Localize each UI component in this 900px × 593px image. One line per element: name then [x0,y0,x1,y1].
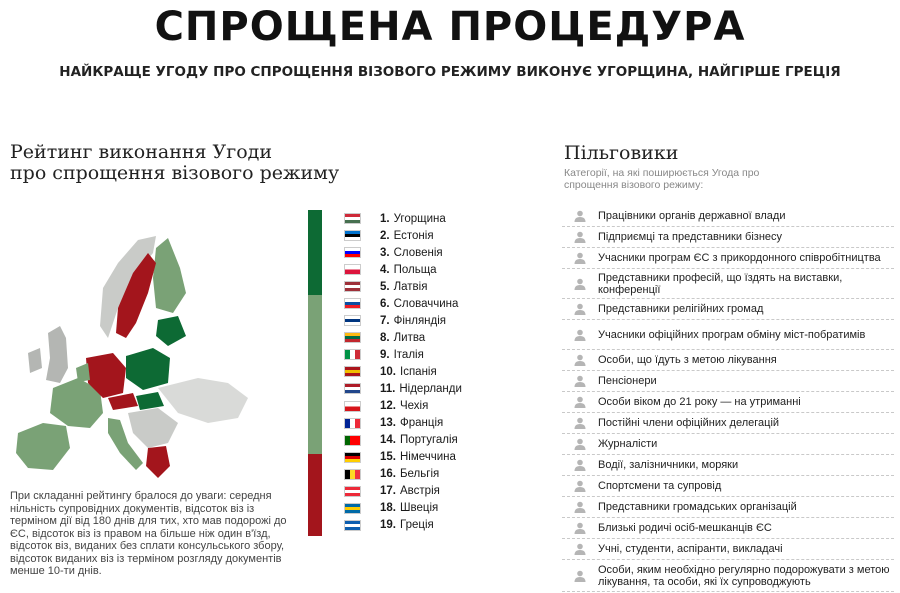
rank-row [344,380,544,397]
beneficiary-label: Особи, яким необхідно регулярно подорожувати з метою лікування, та особи, які їх супроводжують [598,563,890,588]
rank-number: 9. [380,348,390,361]
beneficiary-label: Працівники органів державної влади [598,210,786,222]
rank-number: 8. [380,331,390,344]
rank-country: Фінляндія [393,314,447,327]
flag-icon [344,383,361,394]
beneficiary-label: Учасники офіційних програм обміну міст-побратимів [598,328,866,341]
beneficiary-label: Представники релігійних громад [598,303,764,315]
rank-country: Іспанія [400,365,437,378]
beneficiary-item [562,560,894,592]
beneficiary-label: Особи, що їдуть з метою лікування [598,354,777,366]
beneficiary-label: Водії, залізничники, моряки [598,459,739,471]
rank-country: Польща [393,263,437,276]
page-subtitle: НАЙКРАЩЕ УГОДУ ПРО СПРОЩЕННЯ ВІЗОВОГО РЕЖИМУ ВИКОНУЄ УГОРЩИНА, НАЙГІРШЕ ГРЕЦІЯ [59,64,841,80]
europe-map [8,208,308,493]
rank-number: 6. [380,297,390,310]
beneficiary-item [562,413,894,434]
beneficiary-label: Представники професій, що їздять на виставки, конференції [598,271,843,296]
flag-icon [344,298,361,309]
rank-number: 18. [380,502,396,515]
rank-country: Франція [400,417,444,430]
rank-country: Угорщина [393,212,446,225]
map-land-grey-east [158,378,248,423]
rank-country: Австрія [400,485,440,498]
rank-number: 2. [380,229,390,242]
person-icon [562,522,598,534]
person-icon [562,303,598,315]
rank-country: Литва [393,331,426,344]
rank-number: 1. [380,212,390,225]
rank-country: Словенія [393,246,443,259]
beneficiary-label: Спортсмени та супровід [598,480,722,492]
beneficiary-label: Учні, студенти, аспіранти, викладачі [598,543,783,555]
map-greece [146,446,170,478]
rank-country: Нідерланди [399,382,462,395]
rank-number: 14. [380,434,396,447]
rank-row [344,483,544,500]
beneficiary-item [562,476,894,497]
rank-row [344,398,544,415]
ranking-note: При складанні рейтингу бралося до уваги: середня нільність супровідних документів, відсоток віз із терміном дії від 180 днів для тих, хто мав подорожі до ЄС, відсоток віз із правом на більше ніж один в'їзд, відсоток віз, виданих без сплати консульського збору, відсоток виданих віз із терміном розгляду документів менше 10-ти днів. [10,490,287,577]
rank-number: 10. [380,365,396,378]
person-icon [562,231,598,243]
flag-icon [344,366,361,377]
rank-row [344,517,544,534]
person-icon [562,375,598,387]
flag-icon [344,418,361,429]
rank-number: 11. [380,382,396,395]
beneficiary-label: Представники громадських організацій [598,501,797,513]
rank-row [344,295,544,312]
flag-icon [344,435,361,446]
beneficiary-item [562,434,894,455]
beneficiary-label: Учасники програм ЄС з прикордонного співробітництва [598,252,881,264]
rank-row [344,346,544,363]
beneficiary-item [562,299,894,320]
person-icon [562,570,598,582]
map-finland [153,238,186,313]
ranking-heading [10,142,340,184]
flag-icon [344,281,361,292]
rank-row [344,432,544,449]
flag-icon [344,315,361,326]
ranking-heading-line-1: Рейтинг виконання Угоди [10,141,273,163]
map-baltics [156,316,186,346]
beneficiaries-heading: Пільговики [564,142,679,164]
person-icon [562,278,598,290]
rank-row [344,227,544,244]
flag-icon [344,469,361,480]
beneficiary-label: Близькі родичі осіб-мешканців ЄС [598,522,772,534]
flag-icon [344,401,361,412]
ranking-list [344,210,544,534]
beneficiary-item [562,248,894,269]
rank-country: Латвія [393,280,428,293]
beneficiary-label: Особи віком до 21 року — на утриманні [598,396,801,408]
person-icon [562,354,598,366]
map-land-grey-iberia [16,423,70,470]
person-icon [562,252,598,264]
beneficiary-item [562,320,894,350]
beneficiary-item [562,539,894,560]
page-title: СПРОЩЕНА ПРОЦЕДУРА [154,4,746,50]
rank-row [344,278,544,295]
person-icon [562,480,598,492]
rank-number: 12. [380,400,396,413]
flag-icon [344,452,361,463]
rank-country: Італія [393,348,424,361]
map-land-grey-uk [46,326,68,383]
rank-row [344,261,544,278]
flag-icon [344,486,361,497]
person-icon [562,210,598,222]
rank-row [344,363,544,380]
flag-icon [344,264,361,275]
rank-row [344,466,544,483]
beneficiary-item [562,227,894,248]
map-land-grey-ireland [28,348,42,373]
rank-number: 7. [380,314,390,327]
map-poland [126,348,170,390]
beneficiary-item [562,518,894,539]
rank-number: 3. [380,246,390,259]
rank-country: Чехія [400,400,429,413]
rank-country: Естонія [393,229,434,242]
rank-number: 5. [380,280,390,293]
map-land-grey-balkans [128,408,178,448]
flag-icon [344,349,361,360]
rank-number: 13. [380,417,396,430]
flag-icon [344,230,361,241]
map-hungary [136,392,164,410]
person-icon [562,543,598,555]
map-benelux [76,363,90,382]
rank-country: Словаччина [393,297,459,310]
rank-country: Швеція [400,502,439,515]
rank-bar-best [308,210,322,295]
person-icon [562,396,598,408]
person-icon [562,417,598,429]
rank-country: Німеччина [400,451,456,464]
rank-number: 17. [380,485,396,498]
rank-row [344,244,544,261]
rank-number: 4. [380,263,390,276]
rank-row [344,500,544,517]
beneficiary-item [562,206,894,227]
beneficiary-label: Журналісти [598,438,658,450]
rank-row [344,415,544,432]
rank-number: 16. [380,468,396,481]
rank-bar-worst [308,454,322,536]
beneficiary-label: Підприємці та представники бізнесу [598,231,783,243]
rank-country: Бельгія [400,468,440,481]
person-icon [562,329,598,341]
person-icon [562,459,598,471]
beneficiary-label: Постійні члени офіційних делегацій [598,417,780,429]
beneficiary-label: Пенсіонери [598,375,657,387]
beneficiary-item [562,269,894,299]
beneficiary-item [562,371,894,392]
flag-icon [344,213,361,224]
beneficiary-item [562,455,894,476]
beneficiaries-subheading: Категорії, на які поширюється Угода про спрощення візового режиму: [564,167,760,191]
person-icon [562,438,598,450]
rank-country: Португалія [400,434,458,447]
beneficiary-item [562,350,894,371]
ranking-heading-line-2: про спрощення візового режиму [10,162,340,184]
beneficiaries-list [562,206,894,592]
rank-bar-middle [308,295,322,454]
rank-country: Греція [400,519,434,532]
rank-number: 15. [380,451,396,464]
rank-number: 19. [380,519,396,532]
rank-row [344,329,544,346]
rank-row [344,449,544,466]
flag-icon [344,247,361,258]
rank-row [344,312,544,329]
flag-icon [344,503,361,514]
person-icon [562,501,598,513]
beneficiary-item [562,392,894,413]
beneficiary-item [562,497,894,518]
flag-icon [344,332,361,343]
rank-row [344,210,544,227]
flag-icon [344,520,361,531]
